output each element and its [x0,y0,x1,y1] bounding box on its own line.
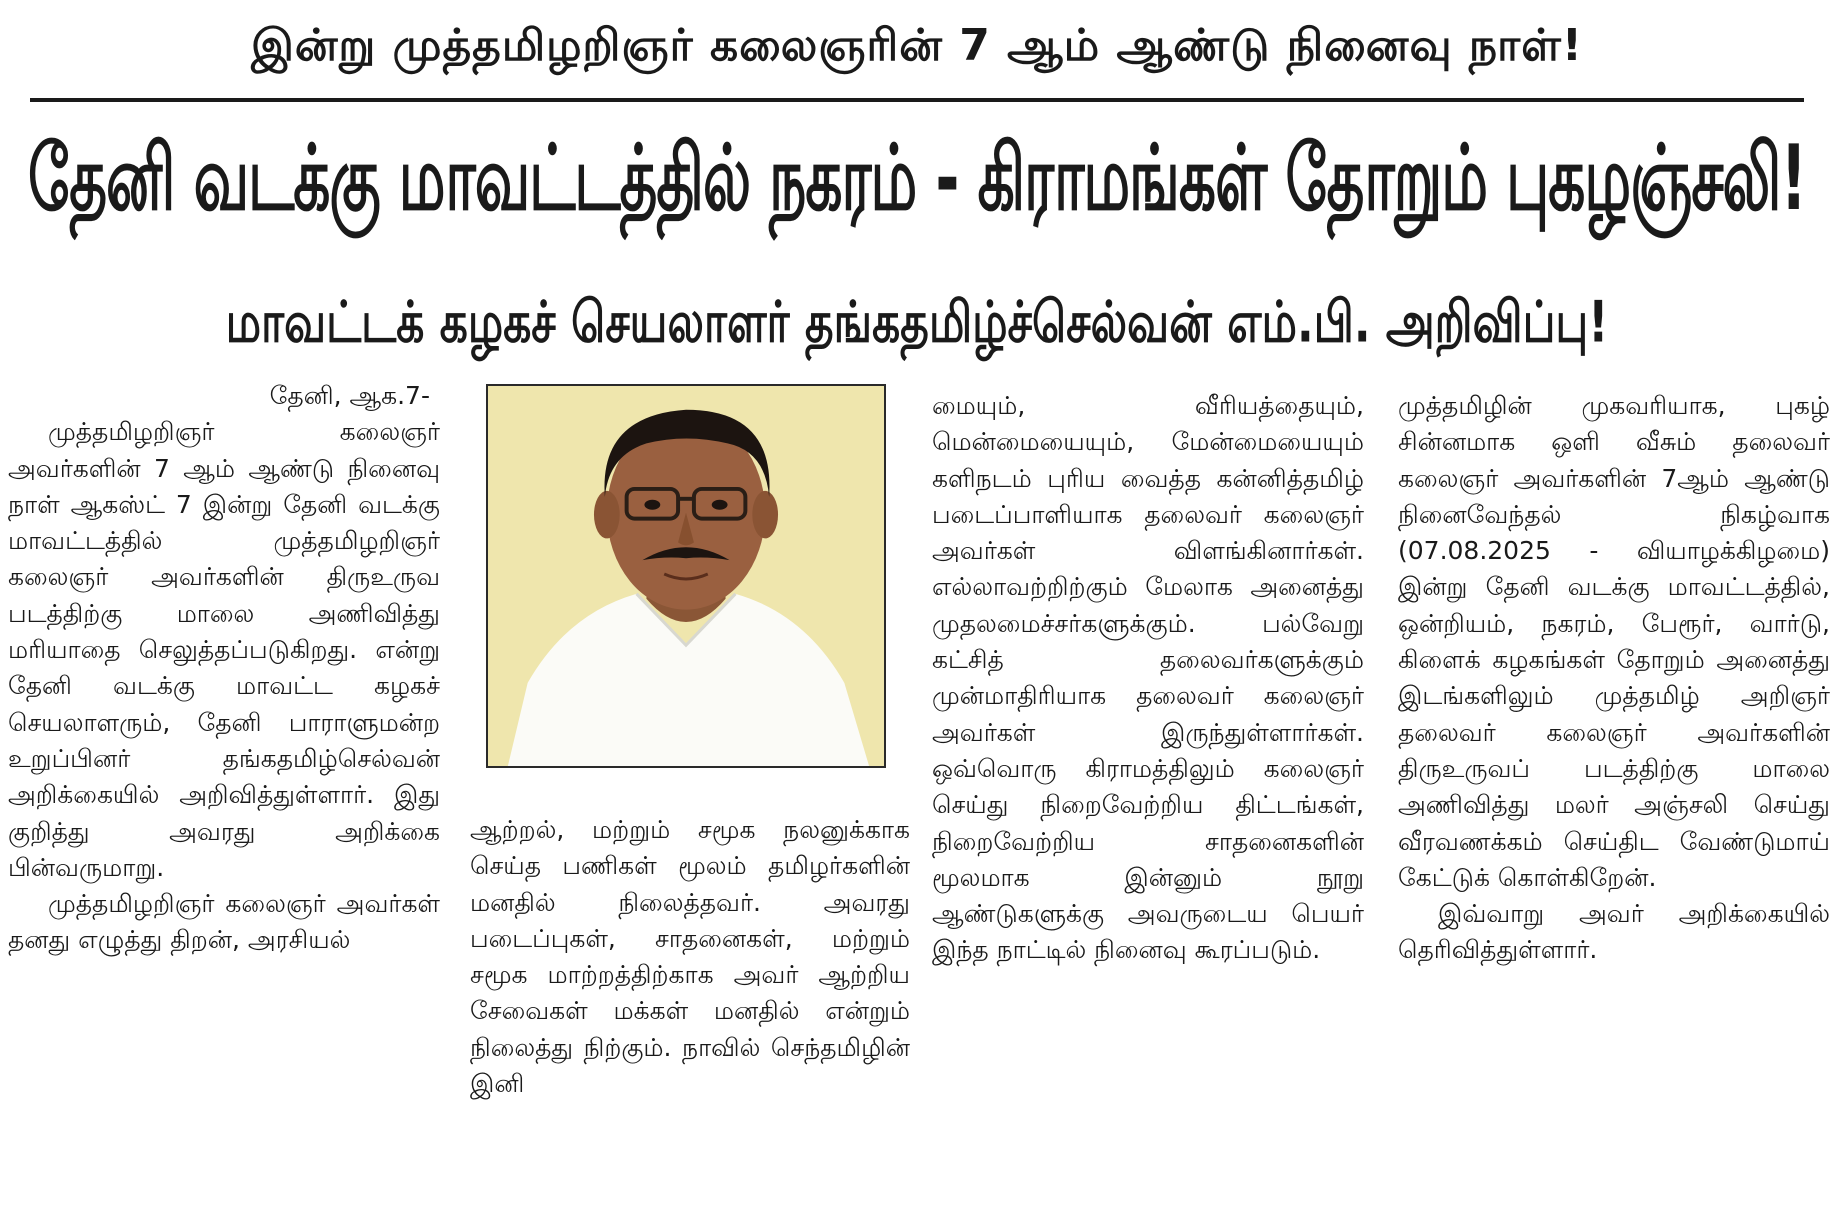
article-column-1 [8,378,440,1218]
paragraph: முத்தமிழின் முகவரியாக, புகழ் சின்னமாக ஒளி வீசும் தலைவர் கலைஞர் அவர்களின் 7ஆம் ஆண்டு நினைவேந்தல் நிகழ்வாக (07.08.2025 - வியாழக்கிழமை) இன்று தேனி வடக்கு மாவட்டத்தில், ஒன்றியம், நகரம், பேரூர், வார்டு, கிளைக் கழகங்கள் தோறும் அனைத்து இடங்களிலும் முத்தமிழ் அறிஞர் தலைவர் கலைஞர் அவர்களின் திருஉருவப் படத்திற்கு மாலை அணிவித்து மலர் அஞ்சலி செய்து வீரவணக்கம் செய்திட வேண்டுமாய் கேட்டுக் கொள்கிறேன். [1398,391,1830,892]
paragraph: முத்தமிழறிஞர் கலைஞர் அவர்களின் 7 ஆம் ஆண்டு நினைவு நாள் ஆகஸ்ட் 7 இன்று தேனி வடக்கு மாவட்டத்தில் முத்தமிழறிஞர் கலைஞர் அவர்களின் திருஉருவ படத்திற்கு மாலை அணிவித்து மரியாதை செலுத்தப்படுகிறது. என்று தேனி வடக்கு மாவட்ட கழகச் செயலாளரும், தேனி பாராளுமன்ற உறுப்பினர் தங்கதமிழ்செல்வன் அறிக்கையில் அறிவித்துள்ளார். இது குறித்து அவரது அறிக்கை பின்வருமாறு. [8,417,440,882]
paragraph: ஆற்றல், மற்றும் சமூக நலனுக்காக செய்த பணிகள் மூலம் தமிழர்களின் மனதில் நிலைத்தவர். அவரது படைப்புகள், சாதனைகள், மற்றும் சமூக மாற்றத்திற்காக அவர் ஆற்றிய சேவைகள் மக்கள் மனதில் என்றும் நிலைத்து நிற்கும். நாவில் செந்தமிழின் இனி [470,815,910,1099]
dateline: தேனி, ஆக.7- [269,381,430,410]
kicker-heading [0,8,1834,88]
kicker-text: இன்று முத்தமிழறிஞர் கலைஞரின் 7 ஆம் ஆண்டு நினைவு நாள்! [251,19,1583,71]
article-column-3 [932,388,1364,1228]
paragraph: இவ்வாறு அவர் அறிக்கையில் தெரிவித்துள்ளார். [1398,899,1830,965]
paragraph: முத்தமிழறிஞர் கலைஞர் அவர்கள் தனது எழுத்து திறன், அரசியல் [8,889,440,955]
header-rule [30,98,1804,102]
paragraph: மையும், வீரியத்தையும், மென்மையையும், மேன்மையையும் களிநடம் புரிய வைத்த கன்னித்தமிழ் படைப்பாளியாக தலைவர் கலைஞர் அவர்கள் விளங்கினார்கள். எல்லாவற்றிற்கும் மேலாக அனைத்து முதலமைச்சர்களுக்கும். பல்வேறு கட்சித் தலைவர்களுக்கும் முன்மாதிரியாக தலைவர் கலைஞர் அவர்கள் இருந்துள்ளார்கள். ஒவ்வொரு கிராமத்திலும் கலைஞர் செய்து நிறைவேற்றிய திட்டங்கள், நிறைவேற்றிய சாதனைகளின் மூலமாக இன்னும் நூறு ஆண்டுகளுக்கு அவருடைய பெயர் இந்த நாட்டில் நினைவு கூரப்படும். [932,391,1364,965]
sub-headline [0,284,1834,368]
main-headline [0,114,1834,254]
deck-text: மாவட்டக் கழகச் செயலாளர் தங்கதமிழ்ச்செல்வன் எம்.பி. அறிவிப்பு! [225,288,1609,356]
portrait-photo [486,384,886,768]
article-column-4 [1398,388,1830,1228]
headline-text: தேனி வடக்கு மாவட்டத்தில் நகரம் - கிராமங்கள் தோறும் புகழஞ்சலி! [28,125,1806,231]
article-column-2 [470,812,910,1218]
portrait-icon [488,386,884,766]
